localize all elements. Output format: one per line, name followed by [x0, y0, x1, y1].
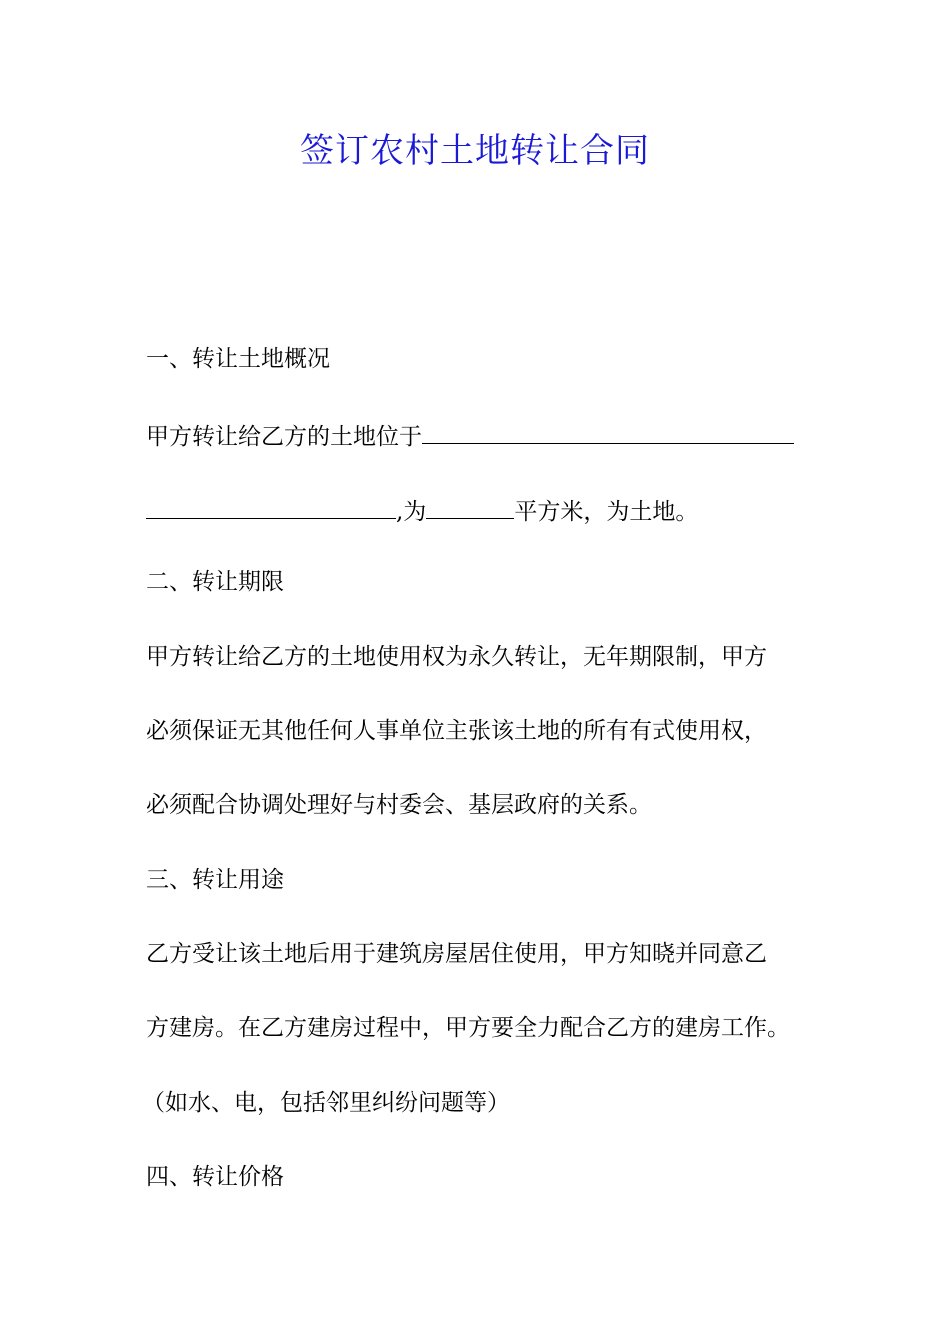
section-1-line-2	[146, 492, 698, 528]
area-blank	[426, 492, 514, 519]
section-3-line-3: （如水、电，包括邻里纠纷问题等）	[142, 1090, 510, 1116]
section-2-heading: 二、转让期限	[146, 569, 284, 595]
section-4-heading: 四、转让价格	[146, 1164, 284, 1190]
section-2-line-3: 必须配合协调处理好与村委会、基层政府的关系。	[146, 792, 652, 818]
location-blank	[422, 417, 794, 444]
section-1-heading: 一、转让土地概况	[146, 346, 330, 372]
section-3-line-2: 方建房。在乙方建房过程中，甲方要全力配合乙方的建房工作。	[146, 1015, 790, 1041]
section-2-line-2: 必须保证无其他任何人事单位主张该土地的所有有式使用权，	[146, 718, 767, 744]
document-title: 签订农村土地转让合同	[300, 131, 650, 171]
location-blank-continued	[146, 492, 396, 519]
section-2-line-1: 甲方转让给乙方的土地使用权为永久转让，无年期限制，甲方	[146, 644, 767, 670]
section-3-line-1: 乙方受让该土地后用于建筑房屋居住使用，甲方知晓并同意乙	[146, 941, 767, 967]
section-1-line-1-text: 甲方转让给乙方的土地位于	[146, 424, 422, 450]
section-3-heading: 三、转让用途	[146, 867, 284, 893]
section-1-line-2-separator: ,为	[396, 499, 427, 525]
section-1-line-2-tail: 平方米，为土地。	[514, 499, 699, 525]
section-1-line-1	[146, 417, 794, 453]
